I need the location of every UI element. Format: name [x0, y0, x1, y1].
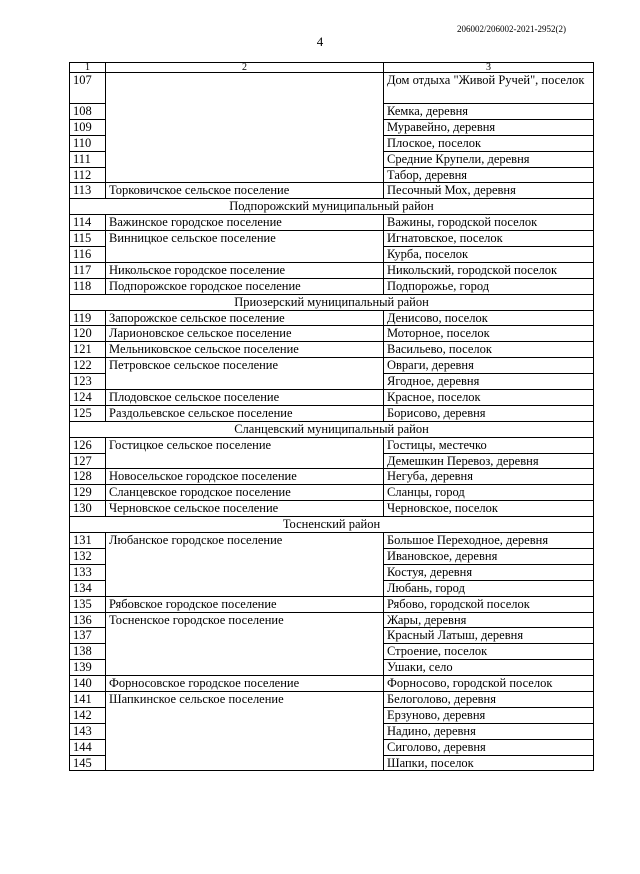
table-row — [70, 755, 594, 771]
row-number: 120 — [70, 326, 106, 342]
row-number: 108 — [70, 104, 106, 120]
settlement-municipality — [106, 135, 384, 151]
row-number: 122 — [70, 358, 106, 374]
row-number: 121 — [70, 342, 106, 358]
settlement-municipality — [106, 707, 384, 723]
table-row — [70, 548, 594, 564]
row-number: 118 — [70, 278, 106, 294]
locality-name: Средние Крупели, деревня — [384, 151, 594, 167]
settlement-municipality: Торковичское сельское поселение — [106, 183, 384, 199]
locality-name: Плоское, поселок — [384, 135, 594, 151]
district-section-title: Подпорожский муниципальный район — [70, 199, 594, 215]
row-number: 132 — [70, 548, 106, 564]
row-number: 115 — [70, 231, 106, 247]
table-row — [70, 691, 594, 707]
row-number: 129 — [70, 485, 106, 501]
table-row — [70, 644, 594, 660]
table-row — [70, 390, 594, 406]
settlement-municipality: Важинское городское поселение — [106, 215, 384, 231]
table-row — [70, 374, 594, 390]
page-number: 4 — [316, 34, 324, 49]
settlement-municipality: Сланцевское городское поселение — [106, 485, 384, 501]
settlement-municipality — [106, 151, 384, 167]
locality-name: Красный Латыш, деревня — [384, 628, 594, 644]
table-row — [70, 262, 594, 278]
settlement-municipality — [106, 374, 384, 390]
table-row — [70, 358, 594, 374]
row-number: 119 — [70, 310, 106, 326]
locality-name: Костуя, деревня — [384, 564, 594, 580]
table-row — [70, 119, 594, 135]
settlement-municipality: Раздольевское сельское поселение — [106, 405, 384, 421]
table-row — [70, 135, 594, 151]
locality-name: Моторное, поселок — [384, 326, 594, 342]
settlements-table-body — [70, 63, 594, 771]
settlement-municipality — [106, 167, 384, 183]
row-number: 131 — [70, 533, 106, 549]
table-row — [70, 310, 594, 326]
locality-name: Ушаки, село — [384, 660, 594, 676]
locality-name: Игнатовское, поселок — [384, 231, 594, 247]
table-row — [70, 104, 594, 120]
section-header-row — [70, 294, 594, 310]
settlement-municipality: Петровское сельское поселение — [106, 358, 384, 374]
row-number: 114 — [70, 215, 106, 231]
settlement-municipality: Гостицкое сельское поселение — [106, 437, 384, 453]
section-header-row — [70, 421, 594, 437]
locality-name: Кемка, деревня — [384, 104, 594, 120]
row-number: 125 — [70, 405, 106, 421]
table-row — [70, 247, 594, 263]
table-row — [70, 73, 594, 104]
table-row — [70, 405, 594, 421]
settlement-municipality: Подпорожское городское поселение — [106, 278, 384, 294]
settlement-municipality: Тосненское городское поселение — [106, 612, 384, 628]
settlement-municipality: Мельниковское сельское поселение — [106, 342, 384, 358]
locality-name: Красное, поселок — [384, 390, 594, 406]
locality-name: Денисово, поселок — [384, 310, 594, 326]
row-number: 111 — [70, 151, 106, 167]
locality-name: Форносово, городской поселок — [384, 676, 594, 692]
settlement-municipality: Новосельское городское поселение — [106, 469, 384, 485]
locality-name: Белоголово, деревня — [384, 691, 594, 707]
locality-name: Сланцы, город — [384, 485, 594, 501]
settlement-municipality — [106, 723, 384, 739]
header-col-3: 3 — [384, 63, 594, 73]
table-row — [70, 580, 594, 596]
settlement-municipality — [106, 548, 384, 564]
settlement-municipality — [106, 73, 384, 104]
settlement-municipality — [106, 247, 384, 263]
settlement-municipality: Рябовское городское поселение — [106, 596, 384, 612]
locality-name: Сиголово, деревня — [384, 739, 594, 755]
table-row — [70, 437, 594, 453]
table-row — [70, 723, 594, 739]
locality-name: Гостицы, местечко — [384, 437, 594, 453]
table-row — [70, 215, 594, 231]
table-row — [70, 564, 594, 580]
row-number: 140 — [70, 676, 106, 692]
settlement-municipality: Черновское сельское поселение — [106, 501, 384, 517]
row-number: 139 — [70, 660, 106, 676]
row-number: 144 — [70, 739, 106, 755]
table-row — [70, 469, 594, 485]
settlement-municipality — [106, 564, 384, 580]
settlement-municipality — [106, 628, 384, 644]
settlement-municipality — [106, 644, 384, 660]
locality-name: Дом отдыха "Живой Ручей", поселок — [384, 73, 594, 104]
row-number: 142 — [70, 707, 106, 723]
row-number: 145 — [70, 755, 106, 771]
table-row — [70, 612, 594, 628]
header-col-1: 1 — [70, 63, 106, 73]
table-row — [70, 628, 594, 644]
row-number: 133 — [70, 564, 106, 580]
settlement-municipality: Шапкинское сельское поселение — [106, 691, 384, 707]
locality-name: Васильево, поселок — [384, 342, 594, 358]
settlement-municipality — [106, 453, 384, 469]
settlement-municipality: Никольское городское поселение — [106, 262, 384, 278]
row-number: 134 — [70, 580, 106, 596]
table-row — [70, 342, 594, 358]
row-number: 123 — [70, 374, 106, 390]
row-number: 143 — [70, 723, 106, 739]
locality-name: Песочный Мох, деревня — [384, 183, 594, 199]
table-row — [70, 167, 594, 183]
table-row — [70, 533, 594, 549]
header-col-2: 2 — [106, 63, 384, 73]
table-row — [70, 707, 594, 723]
settlement-municipality — [106, 119, 384, 135]
locality-name: Муравейно, деревня — [384, 119, 594, 135]
district-section-title: Тосненский район — [70, 517, 594, 533]
settlement-municipality: Форносовское городское поселение — [106, 676, 384, 692]
locality-name: Ивановское, деревня — [384, 548, 594, 564]
row-number: 109 — [70, 119, 106, 135]
settlement-municipality: Ларионовское сельское поселение — [106, 326, 384, 342]
locality-name: Рябово, городской поселок — [384, 596, 594, 612]
section-header-row — [70, 517, 594, 533]
table-row — [70, 183, 594, 199]
header-row — [70, 63, 594, 73]
row-number: 127 — [70, 453, 106, 469]
locality-name: Строение, поселок — [384, 644, 594, 660]
locality-name: Шапки, поселок — [384, 755, 594, 771]
row-number: 138 — [70, 644, 106, 660]
locality-name: Подпорожье, город — [384, 278, 594, 294]
settlement-municipality — [106, 580, 384, 596]
locality-name: Табор, деревня — [384, 167, 594, 183]
row-number: 136 — [70, 612, 106, 628]
table-row — [70, 231, 594, 247]
locality-name: Жары, деревня — [384, 612, 594, 628]
table-row — [70, 739, 594, 755]
locality-name: Ягодное, деревня — [384, 374, 594, 390]
locality-name: Важины, городской поселок — [384, 215, 594, 231]
settlement-municipality: Винницкое сельское поселение — [106, 231, 384, 247]
district-section-title: Сланцевский муниципальный район — [70, 421, 594, 437]
locality-name: Демешкин Перевоз, деревня — [384, 453, 594, 469]
locality-name: Любань, город — [384, 580, 594, 596]
row-number: 128 — [70, 469, 106, 485]
settlement-municipality — [106, 104, 384, 120]
table-row — [70, 596, 594, 612]
table-row — [70, 485, 594, 501]
row-number: 107 — [70, 73, 106, 104]
locality-name: Никольский, городской поселок — [384, 262, 594, 278]
row-number: 112 — [70, 167, 106, 183]
settlement-municipality — [106, 660, 384, 676]
locality-name: Большое Переходное, деревня — [384, 533, 594, 549]
section-header-row — [70, 199, 594, 215]
table-row — [70, 326, 594, 342]
row-number: 135 — [70, 596, 106, 612]
locality-name: Овраги, деревня — [384, 358, 594, 374]
table-row — [70, 453, 594, 469]
table-row — [70, 660, 594, 676]
row-number: 116 — [70, 247, 106, 263]
settlement-municipality — [106, 755, 384, 771]
locality-name: Ерзуново, деревня — [384, 707, 594, 723]
locality-name: Борисово, деревня — [384, 405, 594, 421]
locality-name: Надино, деревня — [384, 723, 594, 739]
locality-name: Негуба, деревня — [384, 469, 594, 485]
settlement-municipality: Любанское городское поселение — [106, 533, 384, 549]
settlements-table — [69, 62, 594, 771]
row-number: 124 — [70, 390, 106, 406]
row-number: 126 — [70, 437, 106, 453]
table-row — [70, 501, 594, 517]
settlement-municipality — [106, 739, 384, 755]
locality-name: Курба, поселок — [384, 247, 594, 263]
row-number: 141 — [70, 691, 106, 707]
locality-name: Черновское, поселок — [384, 501, 594, 517]
settlement-municipality: Запорожское сельское поселение — [106, 310, 384, 326]
document-number: 206002/206002-2021-2952(2) — [457, 24, 566, 34]
row-number: 113 — [70, 183, 106, 199]
row-number: 137 — [70, 628, 106, 644]
row-number: 110 — [70, 135, 106, 151]
settlement-municipality: Плодовское сельское поселение — [106, 390, 384, 406]
row-number: 117 — [70, 262, 106, 278]
table-row — [70, 676, 594, 692]
table-row — [70, 278, 594, 294]
district-section-title: Приозерский муниципальный район — [70, 294, 594, 310]
table-row — [70, 151, 594, 167]
row-number: 130 — [70, 501, 106, 517]
